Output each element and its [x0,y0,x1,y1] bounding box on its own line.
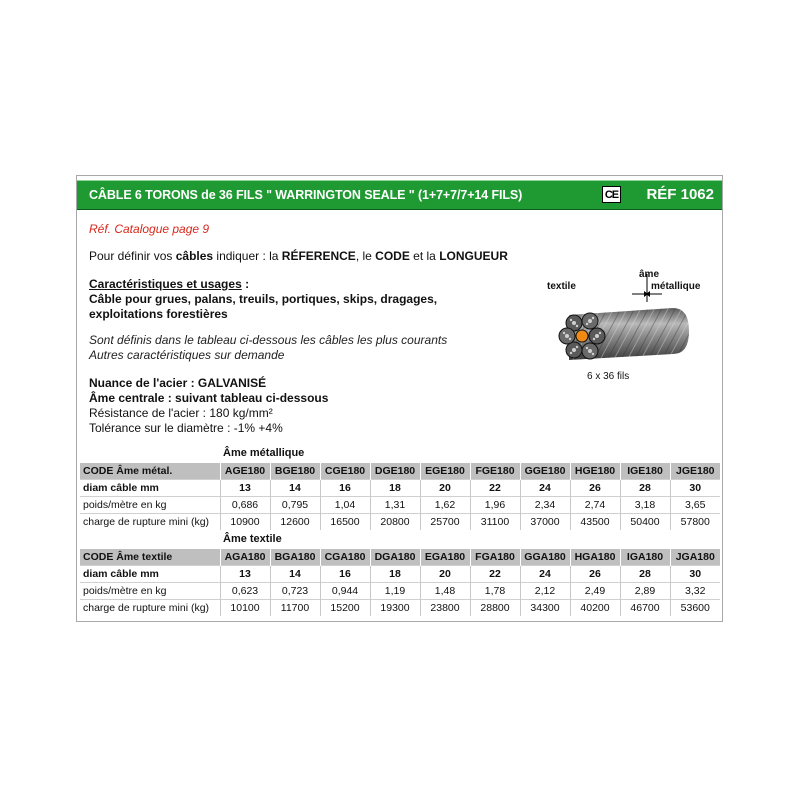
value-cell: 22 [470,480,520,497]
value-cell: 57800 [670,514,720,531]
value-cell: 28 [620,566,670,583]
spec-table-metal-core [80,463,720,530]
table-row [80,566,720,583]
value-cell: 0,686 [220,497,270,514]
cable-illustration [547,268,707,388]
value-cell: 16 [320,566,370,583]
value-cell: 2,34 [520,497,570,514]
usage-line-2: exploitations forestières [89,307,228,321]
value-cell: 30 [670,566,720,583]
table-row [80,600,720,617]
usage-heading: Caractéristiques et usages : [89,277,250,291]
note-line-1: Sont définis dans le tableau ci-dessous les câbles les plus courants [89,333,448,347]
code-cell: EGE180 [420,463,470,480]
diameter-tolerance: Tolérance sur le diamètre : -1% +4% [89,421,283,435]
code-cell: BGE180 [270,463,320,480]
ce-mark-icon: CE [602,186,621,203]
value-cell: 34300 [520,600,570,617]
value-cell: 25700 [420,514,470,531]
row-label: CODE Âme métal. [80,463,220,480]
row-label: diam câble mm [80,480,220,497]
code-row [80,549,720,566]
code-cell: HGA180 [570,549,620,566]
label-ame: âme [639,269,660,280]
code-cell: HGE180 [570,463,620,480]
label-textile: textile [547,281,576,292]
value-cell: 19300 [370,600,420,617]
code-cell: DGA180 [370,549,420,566]
value-cell: 40200 [570,600,620,617]
code-cell: JGE180 [670,463,720,480]
value-cell: 16 [320,480,370,497]
value-cell: 10900 [220,514,270,531]
value-cell: 12600 [270,514,320,531]
value-cell: 0,795 [270,497,320,514]
table-row [80,497,720,514]
value-cell: 18 [370,566,420,583]
value-cell: 0,723 [270,583,320,600]
label-metallique: métallique [651,281,701,292]
group-label-textile-core: Âme textile [223,533,282,545]
value-cell: 20800 [370,514,420,531]
table-row [80,514,720,531]
code-cell: DGE180 [370,463,420,480]
value-cell: 15200 [320,600,370,617]
value-cell: 1,31 [370,497,420,514]
order-instructions: Pour définir vos câbles indiquer : la RÉFERENCE, le CODE et la LONGUEUR [89,249,508,263]
value-cell: 24 [520,566,570,583]
row-label: poids/mètre en kg [80,497,220,514]
row-label: charge de rupture mini (kg) [80,514,220,531]
row-label: charge de rupture mini (kg) [80,600,220,617]
code-cell: IGA180 [620,549,670,566]
code-cell: CGA180 [320,549,370,566]
value-cell: 1,48 [420,583,470,600]
value-cell: 26 [570,480,620,497]
value-cell: 43500 [570,514,620,531]
note-line-2: Autres caractéristiques sur demande [89,348,285,362]
code-cell: GGA180 [520,549,570,566]
code-cell: JGA180 [670,549,720,566]
value-cell: 50400 [620,514,670,531]
value-cell: 28 [620,480,670,497]
value-cell: 2,89 [620,583,670,600]
value-cell: 23800 [420,600,470,617]
value-cell: 20 [420,566,470,583]
value-cell: 0,623 [220,583,270,600]
code-cell: BGA180 [270,549,320,566]
value-cell: 1,78 [470,583,520,600]
value-cell: 3,18 [620,497,670,514]
code-cell: EGA180 [420,549,470,566]
value-cell: 14 [270,480,320,497]
code-cell: IGE180 [620,463,670,480]
spec-table-textile-core [80,549,720,616]
code-cell: FGA180 [470,549,520,566]
value-cell: 3,65 [670,497,720,514]
row-label: CODE Âme textile [80,549,220,566]
header-title: CÂBLE 6 TORONS de 36 FILS " WARRINGTON SEALE " (1+7+7/7+14 FILS) [89,188,523,202]
value-cell: 2,49 [570,583,620,600]
value-cell: 53600 [670,600,720,617]
steel-resistance: Résistance de l'acier : 180 kg/mm² [89,406,273,420]
value-cell: 24 [520,480,570,497]
steel-grade: Nuance de l'acier : GALVANISÉ [89,376,267,390]
value-cell: 28800 [470,600,520,617]
value-cell: 1,19 [370,583,420,600]
value-cell: 16500 [320,514,370,531]
code-row [80,463,720,480]
code-cell: AGE180 [220,463,270,480]
value-cell: 20 [420,480,470,497]
value-cell: 37000 [520,514,570,531]
group-label-metal-core: Âme métallique [223,447,305,459]
core-type: Âme centrale : suivant tableau ci-dessous [89,391,329,405]
value-cell: 1,62 [420,497,470,514]
row-label: diam câble mm [80,566,220,583]
row-label: poids/mètre en kg [80,583,220,600]
code-cell: AGA180 [220,549,270,566]
catalogue-reference: Réf. Catalogue page 9 [89,222,210,236]
table-row [80,480,720,497]
table-row [80,583,720,600]
value-cell: 18 [370,480,420,497]
value-cell: 30 [670,480,720,497]
value-cell: 2,74 [570,497,620,514]
header-bar [77,180,722,210]
value-cell: 3,32 [670,583,720,600]
value-cell: 22 [470,566,520,583]
value-cell: 13 [220,480,270,497]
value-cell: 11700 [270,600,320,617]
value-cell: 1,04 [320,497,370,514]
usage-line-1: Câble pour grues, palans, treuils, portiques, skips, dragages, [89,292,438,306]
code-cell: GGE180 [520,463,570,480]
cable-caption: 6 x 36 fils [587,371,630,382]
product-card [76,175,723,622]
value-cell: 14 [270,566,320,583]
value-cell: 46700 [620,600,670,617]
value-cell: 0,944 [320,583,370,600]
value-cell: 13 [220,566,270,583]
value-cell: 10100 [220,600,270,617]
code-cell: FGE180 [470,463,520,480]
code-cell: CGE180 [320,463,370,480]
reference-code: RÉF 1062 [646,186,714,203]
value-cell: 31100 [470,514,520,531]
value-cell: 26 [570,566,620,583]
value-cell: 1,96 [470,497,520,514]
value-cell: 2,12 [520,583,570,600]
